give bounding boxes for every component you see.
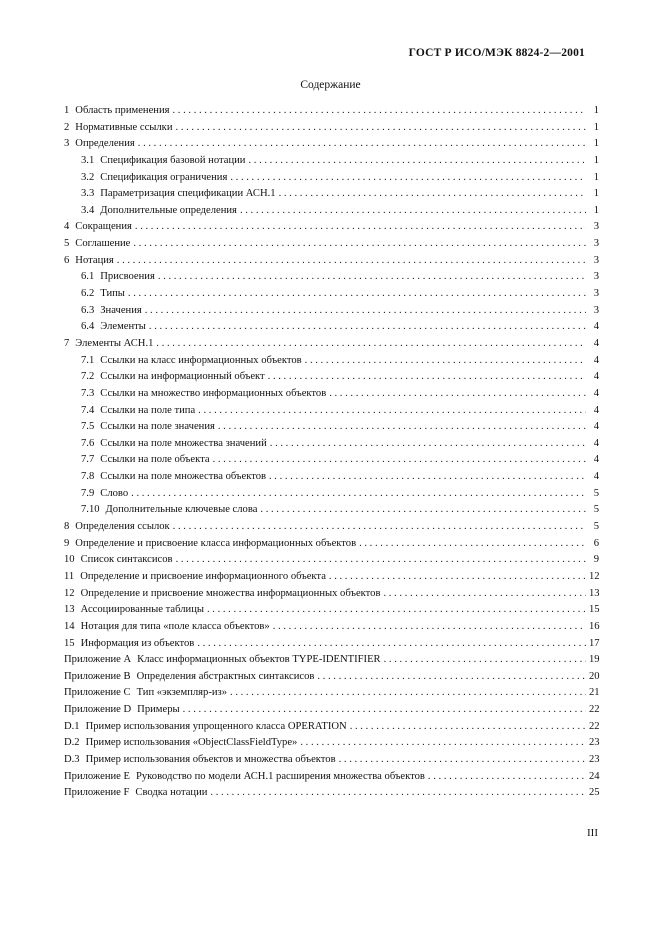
toc-entry[interactable] xyxy=(64,436,599,453)
toc-entry[interactable] xyxy=(64,502,599,519)
toc-entry-title: Определения xyxy=(75,138,135,150)
toc-entry-number: 3.2 xyxy=(81,171,95,183)
toc-entry[interactable] xyxy=(64,586,599,603)
toc-entry-title: Ссылки на поле значения xyxy=(100,421,215,433)
toc-entry[interactable] xyxy=(64,203,599,220)
toc-entry-number: 6.1 xyxy=(81,271,95,283)
toc-entry-number: 1 xyxy=(64,105,70,116)
toc-leader-dots xyxy=(138,136,586,153)
toc-entry-page: 1 xyxy=(593,204,599,216)
toc-entry-page: 5 xyxy=(593,504,599,516)
toc-entry-page: 23 xyxy=(589,753,600,765)
toc-entry-title: Ссылки на поле типа xyxy=(100,404,196,416)
toc-leader-dots xyxy=(329,386,586,403)
toc-entry-page: 4 xyxy=(593,371,599,383)
toc-entry-page: 4 xyxy=(593,337,599,349)
toc-entry-number: 11 xyxy=(64,570,75,582)
toc-entry-title: Ассоциированные таблицы xyxy=(80,604,204,616)
toc-entry-page: 1 xyxy=(593,138,599,150)
toc-entry[interactable] xyxy=(64,103,599,120)
toc-entry[interactable] xyxy=(64,319,599,336)
toc-leader-dots xyxy=(117,253,586,270)
toc-entry-title: Ссылки на множество информационных объектов xyxy=(100,387,327,399)
toc-entry-title: Нормативные ссылки xyxy=(75,121,173,133)
toc-leader-dots xyxy=(300,735,586,752)
toc-entry-page: 5 xyxy=(593,487,599,499)
toc-entry-title: Ссылки на поле множества значений xyxy=(100,437,267,449)
toc-entry-title: Спецификация базовой нотации xyxy=(100,154,246,166)
toc-entry-number: 10 xyxy=(64,554,75,566)
toc-entry-page: 3 xyxy=(593,221,599,233)
toc-entry-page: 22 xyxy=(589,704,600,716)
toc-leader-dots xyxy=(230,170,586,187)
toc-leader-dots xyxy=(198,403,586,420)
toc-entry-title: Пример использования упрощенного класса OPERATION xyxy=(85,720,347,732)
toc-entry[interactable] xyxy=(64,619,599,636)
toc-entry[interactable] xyxy=(64,769,599,786)
toc-leader-dots xyxy=(213,452,586,469)
toc-entry-number: Приложение B xyxy=(64,670,131,682)
toc-leader-dots xyxy=(383,586,586,603)
toc-entry-number: 9 xyxy=(64,537,70,549)
toc-entry-title: Дополнительные определения xyxy=(100,204,237,216)
toc-entry-number: 12 xyxy=(64,587,75,599)
toc-entry-number: 2 xyxy=(64,121,70,133)
toc-entry-page: 16 xyxy=(589,620,600,632)
toc-entry-number: 13 xyxy=(64,604,75,616)
toc-entry-page: 4 xyxy=(593,354,599,366)
toc-entry-title: Дополнительные ключевые слова xyxy=(105,504,258,516)
toc-entry-title: Список синтаксисов xyxy=(80,554,173,566)
toc-entry-number: D.2 xyxy=(64,737,80,749)
toc-entry-number: D.3 xyxy=(64,753,80,765)
toc-entry-title: Определение и присвоение класса информационных объектов xyxy=(75,537,357,549)
toc-leader-dots xyxy=(384,652,586,669)
toc-leader-dots xyxy=(273,619,586,636)
toc-entry-page: 1 xyxy=(593,121,599,133)
toc-entry[interactable] xyxy=(64,170,599,187)
toc-entry-number: 7.3 xyxy=(81,387,95,399)
toc-entry-page: 4 xyxy=(593,321,599,333)
toc-entry-page: 5 xyxy=(593,521,599,533)
toc-entry-title: Ссылки на поле объекта xyxy=(100,454,210,466)
toc-entry[interactable] xyxy=(64,519,599,536)
toc-entry-number: 7.4 xyxy=(81,404,95,416)
toc-entry-page: 12 xyxy=(589,570,600,582)
toc-entry-title: Пример использования «ObjectClassFieldType» xyxy=(85,737,298,749)
toc-entry[interactable] xyxy=(64,369,599,386)
toc-entry[interactable] xyxy=(64,303,599,320)
toc-entry[interactable] xyxy=(64,419,599,436)
toc-entry-number: D.1 xyxy=(64,720,80,732)
toc-entry-number: 6.2 xyxy=(81,288,95,300)
toc-entry-title: Определения абстрактных синтаксисов xyxy=(136,670,315,682)
toc-entry[interactable] xyxy=(64,685,599,702)
toc-entry-title: Элементы xyxy=(100,321,146,333)
toc-entry-number: 7.7 xyxy=(81,454,95,466)
toc-entry-page: 4 xyxy=(593,454,599,466)
toc-entry[interactable] xyxy=(64,153,599,170)
toc-entry-page: 1 xyxy=(593,188,599,200)
toc-entry-page: 3 xyxy=(593,304,599,316)
toc-entry[interactable] xyxy=(64,636,599,653)
toc-entry-title: Слово xyxy=(100,487,129,499)
toc-entry-title: Пример использования объектов и множества объектов xyxy=(85,753,336,765)
toc-entry-number: 7.5 xyxy=(81,421,95,433)
toc-entry-title: Параметризация спецификации АСН.1 xyxy=(100,188,276,200)
toc-entry[interactable] xyxy=(64,253,599,270)
toc-leader-dots xyxy=(260,502,586,519)
toc-entry-page: 17 xyxy=(589,637,600,649)
toc-leader-dots xyxy=(133,236,586,253)
toc-entry[interactable] xyxy=(64,386,599,403)
toc-entry[interactable] xyxy=(64,403,599,420)
toc-leader-dots xyxy=(329,569,586,586)
toc-entry-page: 3 xyxy=(593,288,599,300)
toc-leader-dots xyxy=(135,219,586,236)
toc-entry[interactable] xyxy=(64,186,599,203)
toc-leader-dots xyxy=(339,752,586,769)
toc-entry-title: Область применения xyxy=(75,105,170,116)
toc-leader-dots xyxy=(176,120,586,137)
toc-entry-title: Спецификация ограничения xyxy=(100,171,228,183)
toc-leader-dots xyxy=(218,419,586,436)
toc-entry-number: 4 xyxy=(64,221,70,233)
toc-entry[interactable] xyxy=(64,552,599,569)
toc-leader-dots xyxy=(128,286,586,303)
toc-leader-dots xyxy=(240,203,586,220)
toc-entry-title: Информация из объектов xyxy=(80,637,195,649)
toc-entry-number: 7.9 xyxy=(81,487,95,499)
toc-entry-number: 15 xyxy=(64,637,75,649)
page-title: Содержание xyxy=(300,79,361,91)
toc-entry[interactable] xyxy=(64,136,599,153)
toc-leader-dots xyxy=(145,303,586,320)
toc-entry[interactable] xyxy=(64,652,599,669)
toc-entry[interactable] xyxy=(64,269,599,286)
toc-entry-page: 1 xyxy=(593,105,599,116)
toc-entry-number: Приложение D xyxy=(64,704,132,716)
toc-leader-dots xyxy=(131,486,586,503)
toc-entry-number: Приложение C xyxy=(64,687,131,699)
toc-entry-title: Типы xyxy=(100,288,125,300)
toc-entry[interactable] xyxy=(64,536,599,553)
toc-entry-number: 7.10 xyxy=(81,504,100,516)
toc-entry[interactable] xyxy=(64,569,599,586)
toc-entry-title: Определение и присвоение множества информационных объектов xyxy=(80,587,381,599)
toc-entry-number: Приложение F xyxy=(64,787,130,799)
toc-entry-page: 4 xyxy=(593,387,599,399)
toc-entry-title: Определение и присвоение информационного объекта xyxy=(80,570,326,582)
toc-entry-page: 3 xyxy=(593,271,599,283)
toc-entry[interactable] xyxy=(64,486,599,503)
toc-entry-number: 3.3 xyxy=(81,188,95,200)
toc-entry-number: 6.4 xyxy=(81,321,95,333)
toc-entry[interactable] xyxy=(64,286,599,303)
toc-leader-dots xyxy=(158,269,586,286)
toc-entry-title: Сокращения xyxy=(75,221,132,233)
toc-entry-title: Значения xyxy=(100,304,142,316)
toc-entry-title: Тип «экземпляр-из» xyxy=(136,687,228,699)
toc-leader-dots xyxy=(173,103,587,120)
toc-leader-dots xyxy=(428,769,586,786)
toc-entry-number: 6.3 xyxy=(81,304,95,316)
toc-entry-number: 3.4 xyxy=(81,204,95,216)
toc-leader-dots xyxy=(279,186,586,203)
toc-entry-number: 7 xyxy=(64,337,70,349)
toc-leader-dots xyxy=(350,719,586,736)
toc-entry-number: 6 xyxy=(64,254,70,266)
toc-leader-dots xyxy=(210,785,586,802)
table-of-contents xyxy=(64,103,599,802)
toc-entry[interactable] xyxy=(64,336,599,353)
document-header: ГОСТ Р ИСО/МЭК 8824-2—2001 xyxy=(408,47,585,59)
toc-leader-dots xyxy=(207,602,586,619)
toc-entry[interactable] xyxy=(64,452,599,469)
toc-leader-dots xyxy=(270,436,586,453)
toc-entry-title: Элементы АСН.1 xyxy=(75,337,154,349)
toc-leader-dots xyxy=(173,519,586,536)
toc-entry[interactable] xyxy=(64,236,599,253)
toc-entry-page: 3 xyxy=(593,238,599,250)
toc-entry[interactable] xyxy=(64,469,599,486)
toc-entry-page: 19 xyxy=(589,654,600,666)
toc-entry[interactable] xyxy=(64,719,599,736)
toc-entry-number: 3 xyxy=(64,138,70,150)
toc-entry-title: Присвоения xyxy=(100,271,155,283)
toc-entry-number: Приложение E xyxy=(64,770,130,782)
toc-entry-page: 22 xyxy=(589,720,600,732)
toc-entry-title: Сводка нотации xyxy=(135,787,208,799)
page-number: III xyxy=(587,827,598,839)
toc-entry-title: Нотация xyxy=(75,254,114,266)
toc-entry-title: Определения ссылок xyxy=(75,521,170,533)
toc-entry-number: 8 xyxy=(64,521,70,533)
toc-leader-dots xyxy=(197,636,586,653)
toc-leader-dots xyxy=(268,369,586,386)
toc-entry-title: Руководство по модели АСН.1 расширения множества объектов xyxy=(135,770,425,782)
toc-entry-page: 4 xyxy=(593,471,599,483)
toc-entry-title: Класс информационных объектов TYPE-IDENTIFIER xyxy=(137,654,381,666)
toc-entry-page: 1 xyxy=(593,154,599,166)
toc-entry[interactable] xyxy=(64,353,599,370)
toc-entry-number: 7.8 xyxy=(81,471,95,483)
toc-entry-page: 13 xyxy=(589,587,600,599)
toc-entry-number: 7.6 xyxy=(81,437,95,449)
toc-leader-dots xyxy=(317,669,586,686)
toc-entry-page: 4 xyxy=(593,404,599,416)
toc-entry[interactable] xyxy=(64,120,599,137)
toc-leader-dots xyxy=(183,702,586,719)
toc-entry-title: Примеры xyxy=(137,704,180,716)
toc-entry-page: 3 xyxy=(593,254,599,266)
toc-entry[interactable] xyxy=(64,669,599,686)
toc-entry[interactable] xyxy=(64,602,599,619)
toc-entry[interactable] xyxy=(64,785,599,802)
toc-entry-title: Ссылки на класс информационных объектов xyxy=(100,354,302,366)
toc-entry-page: 20 xyxy=(589,670,600,682)
toc-leader-dots xyxy=(230,685,586,702)
toc-leader-dots xyxy=(305,353,586,370)
toc-entry-page: 24 xyxy=(589,770,600,782)
toc-leader-dots xyxy=(176,552,586,569)
toc-entry-page: 6 xyxy=(593,537,599,549)
toc-leader-dots xyxy=(149,319,586,336)
toc-entry[interactable] xyxy=(64,702,599,719)
toc-entry-page: 21 xyxy=(589,687,600,699)
toc-entry[interactable] xyxy=(64,752,599,769)
toc-entry-number: 7.2 xyxy=(81,371,95,383)
toc-entry-page: 4 xyxy=(593,421,599,433)
toc-entry-title: Ссылки на информационный объект xyxy=(100,371,265,383)
toc-entry-number: 14 xyxy=(64,620,75,632)
toc-leader-dots xyxy=(269,469,586,486)
toc-leader-dots xyxy=(248,153,586,170)
toc-entry-page: 1 xyxy=(593,171,599,183)
toc-entry-number: Приложение A xyxy=(64,654,132,666)
toc-entry[interactable] xyxy=(64,735,599,752)
toc-entry-page: 15 xyxy=(589,604,600,616)
toc-entry-page: 9 xyxy=(593,554,599,566)
toc-entry-page: 25 xyxy=(589,787,600,799)
toc-entry-page: 4 xyxy=(593,437,599,449)
toc-entry-page: 23 xyxy=(589,737,600,749)
toc-entry-number: 5 xyxy=(64,238,70,250)
toc-entry-title: Ссылки на поле множества объектов xyxy=(100,471,266,483)
toc-leader-dots xyxy=(359,536,586,553)
toc-entry-title: Соглашение xyxy=(75,238,131,250)
toc-leader-dots xyxy=(156,336,586,353)
toc-entry-title: Нотация для типа «поле класса объектов» xyxy=(80,620,270,632)
toc-entry-number: 3.1 xyxy=(81,154,95,166)
toc-entry[interactable] xyxy=(64,219,599,236)
toc-entry-number: 7.1 xyxy=(81,354,95,366)
